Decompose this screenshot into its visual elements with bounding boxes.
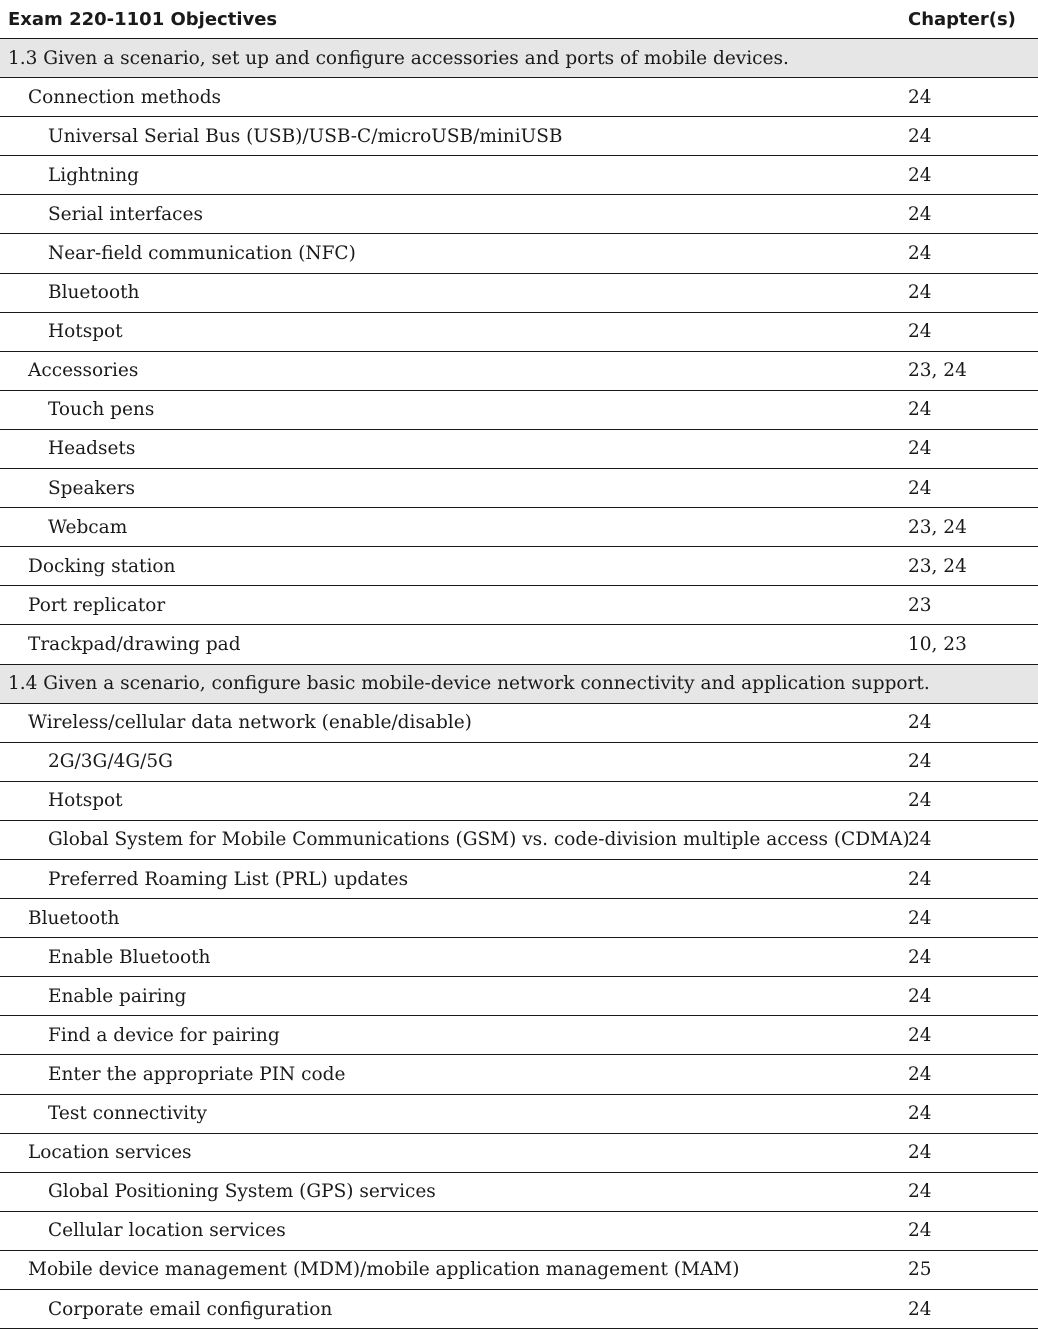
chapter-ref: 24 — [908, 1142, 932, 1164]
chapter-ref: 24 — [908, 946, 932, 968]
objective-label: Headsets — [48, 438, 136, 460]
table-row — [0, 625, 1038, 664]
objective-label: Corporate email configuration — [48, 1298, 333, 1320]
chapter-ref: 24 — [908, 1181, 932, 1203]
objective-label: Preferred Roaming List (PRL) updates — [48, 868, 409, 890]
table-row — [0, 430, 1038, 469]
objective-label: Enable pairing — [48, 985, 187, 1007]
objective-label: Find a device for pairing — [48, 1024, 280, 1046]
chapter-ref: 23, 24 — [908, 555, 967, 577]
objective-label: Lightning — [48, 164, 139, 186]
section-title: 1.4 Given a scenario, configure basic mobile-device network connectivity and application support. — [8, 673, 930, 695]
objective-label: Test connectivity — [48, 1103, 207, 1125]
header-objectives: Exam 220-1101 Objectives — [8, 8, 278, 30]
table-row — [0, 391, 1038, 430]
objective-label: Near-field communication (NFC) — [48, 243, 356, 265]
table-row — [0, 547, 1038, 586]
chapter-ref: 24 — [908, 203, 932, 225]
chapter-ref: 24 — [908, 712, 932, 734]
objective-label: Global Positioning System (GPS) services — [48, 1181, 436, 1203]
table-row — [0, 1290, 1038, 1329]
chapter-ref: 24 — [908, 282, 932, 304]
table-row — [0, 313, 1038, 352]
table-row — [0, 860, 1038, 899]
chapter-ref: 24 — [908, 1298, 932, 1320]
section-row — [0, 39, 1038, 78]
objective-label: Cellular location services — [48, 1220, 286, 1242]
chapter-ref: 24 — [908, 868, 932, 890]
objective-label: Mobile device management (MDM)/mobile application management (MAM) — [28, 1259, 740, 1281]
table-row — [0, 1016, 1038, 1055]
objective-label: Trackpad/drawing pad — [28, 633, 241, 655]
table-row — [0, 1251, 1038, 1290]
table-row — [0, 899, 1038, 938]
chapter-ref: 24 — [908, 164, 932, 186]
chapter-ref: 24 — [908, 477, 932, 499]
table-row — [0, 1212, 1038, 1251]
chapter-ref: 25 — [908, 1259, 932, 1281]
chapter-ref: 24 — [908, 438, 932, 460]
table-row — [0, 156, 1038, 195]
objective-label: Bluetooth — [48, 282, 140, 304]
chapter-ref: 24 — [908, 985, 932, 1007]
table-header — [0, 0, 1038, 39]
objective-label: Webcam — [48, 516, 128, 538]
chapter-ref: 24 — [908, 1024, 932, 1046]
section-title: 1.3 Given a scenario, set up and configure accessories and ports of mobile devices. — [8, 47, 789, 69]
objective-label: Serial interfaces — [48, 203, 203, 225]
table-row — [0, 1173, 1038, 1212]
table-row — [0, 1095, 1038, 1134]
table-row — [0, 352, 1038, 391]
objective-label: Wireless/cellular data network (enable/disable) — [28, 712, 472, 734]
objective-label: Universal Serial Bus (USB)/USB-C/microUSB/miniUSB — [48, 125, 563, 147]
table-row — [0, 1055, 1038, 1094]
chapter-ref: 10, 23 — [908, 633, 967, 655]
objective-label: Hotspot — [48, 321, 123, 343]
objective-label: 2G/3G/4G/5G — [48, 751, 173, 773]
objective-label: Location services — [28, 1142, 192, 1164]
objective-label: Docking station — [28, 555, 176, 577]
chapter-ref: 24 — [908, 790, 932, 812]
table-row — [0, 508, 1038, 547]
objective-label: Global System for Mobile Communications (GSM) vs. code-division multiple access (CDMA) — [48, 829, 910, 851]
chapter-ref: 24 — [908, 1220, 932, 1242]
table-row — [0, 586, 1038, 625]
chapter-ref: 24 — [908, 751, 932, 773]
table-row — [0, 704, 1038, 743]
table-row — [0, 117, 1038, 156]
chapter-ref: 24 — [908, 321, 932, 343]
chapter-ref: 24 — [908, 86, 932, 108]
table-row — [0, 195, 1038, 234]
chapter-ref: 23, 24 — [908, 360, 967, 382]
table-row — [0, 782, 1038, 821]
table-row — [0, 977, 1038, 1016]
chapter-ref: 24 — [908, 1063, 932, 1085]
objective-label: Hotspot — [48, 790, 123, 812]
table-row — [0, 469, 1038, 508]
chapter-ref: 23, 24 — [908, 516, 967, 538]
objective-label: Connection methods — [28, 86, 222, 108]
chapter-ref: 24 — [908, 1103, 932, 1125]
objective-label: Speakers — [48, 477, 135, 499]
table-row — [0, 1134, 1038, 1173]
table-row — [0, 821, 1038, 860]
chapter-ref: 24 — [908, 125, 932, 147]
objective-label: Touch pens — [48, 399, 155, 421]
objective-label: Enable Bluetooth — [48, 946, 211, 968]
chapter-ref: 24 — [908, 829, 932, 851]
objective-label: Accessories — [28, 360, 139, 382]
table-row — [0, 234, 1038, 273]
table-row — [0, 938, 1038, 977]
objective-label: Bluetooth — [28, 907, 120, 929]
section-row — [0, 665, 1038, 704]
objective-label: Enter the appropriate PIN code — [48, 1063, 346, 1085]
chapter-ref: 24 — [908, 243, 932, 265]
table-row — [0, 78, 1038, 117]
objective-label: Port replicator — [28, 594, 166, 616]
chapter-ref: 23 — [908, 594, 932, 616]
table-row — [0, 274, 1038, 313]
chapter-ref: 24 — [908, 907, 932, 929]
header-chapters: Chapter(s) — [908, 8, 1016, 30]
chapter-ref: 24 — [908, 399, 932, 421]
table-row — [0, 743, 1038, 782]
table-body — [0, 39, 1038, 1329]
